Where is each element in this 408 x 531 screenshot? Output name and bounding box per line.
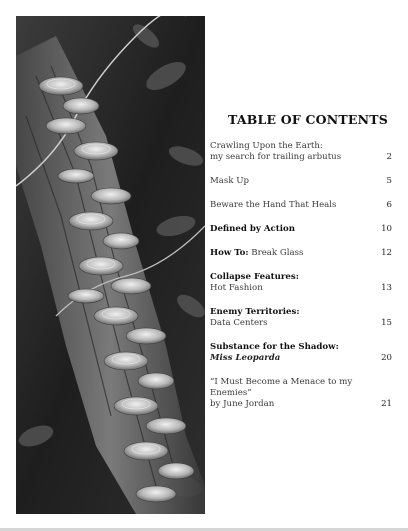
toc-entry-how-to[interactable] [210,248,396,259]
toc-entry-defined[interactable] [210,224,396,235]
entry-title: Miss Leoparda [210,353,281,363]
cover-photo [16,16,205,514]
entry-page: 13 [381,283,392,293]
entry-title: Data Centers [210,318,268,328]
entry-page: 20 [381,353,392,363]
entry-label: How To: [210,248,249,258]
entry-page: 6 [386,200,392,210]
fungus-log-image [16,16,205,514]
toc-entry-crawling[interactable] [210,141,396,163]
entry-page: 10 [381,224,392,234]
entry-page: 21 [381,399,392,409]
toc-entry-mask-up[interactable] [210,176,396,187]
entry-title: Hot Fashion [210,283,263,293]
entry-page: 12 [381,248,392,258]
entry-page: 5 [386,176,392,186]
entry-page: 15 [381,318,392,328]
toc-entry-menace[interactable] [210,377,396,410]
table-of-contents [210,112,396,410]
toc-entry-collapse[interactable] [210,272,396,294]
toc-entry-beware[interactable] [210,200,396,211]
entry-label: Collapse Features: [210,272,299,282]
entry-title-line1: Crawling Upon the Earth: [210,141,323,151]
entry-title: Beware the Hand That Heals [210,200,337,210]
entry-author: by June Jordan [210,399,275,409]
entry-page: 2 [386,152,392,162]
toc-entry-substance[interactable] [210,342,396,364]
entry-label: Enemy Territories: [210,307,300,317]
entry-title-line1: “I Must Become a Menace to my Enemies” [210,377,353,398]
entry-title: Defined by Action [210,224,295,234]
entry-title: Break Glass [248,248,304,258]
toc-entry-enemy[interactable] [210,307,396,329]
entry-title-line2: my search for trailing arbutus [210,152,342,162]
toc-title: TABLE OF CONTENTS [228,112,388,127]
entry-label: Substance for the Shadow: [210,342,339,352]
entry-title: Mask Up [210,176,250,186]
